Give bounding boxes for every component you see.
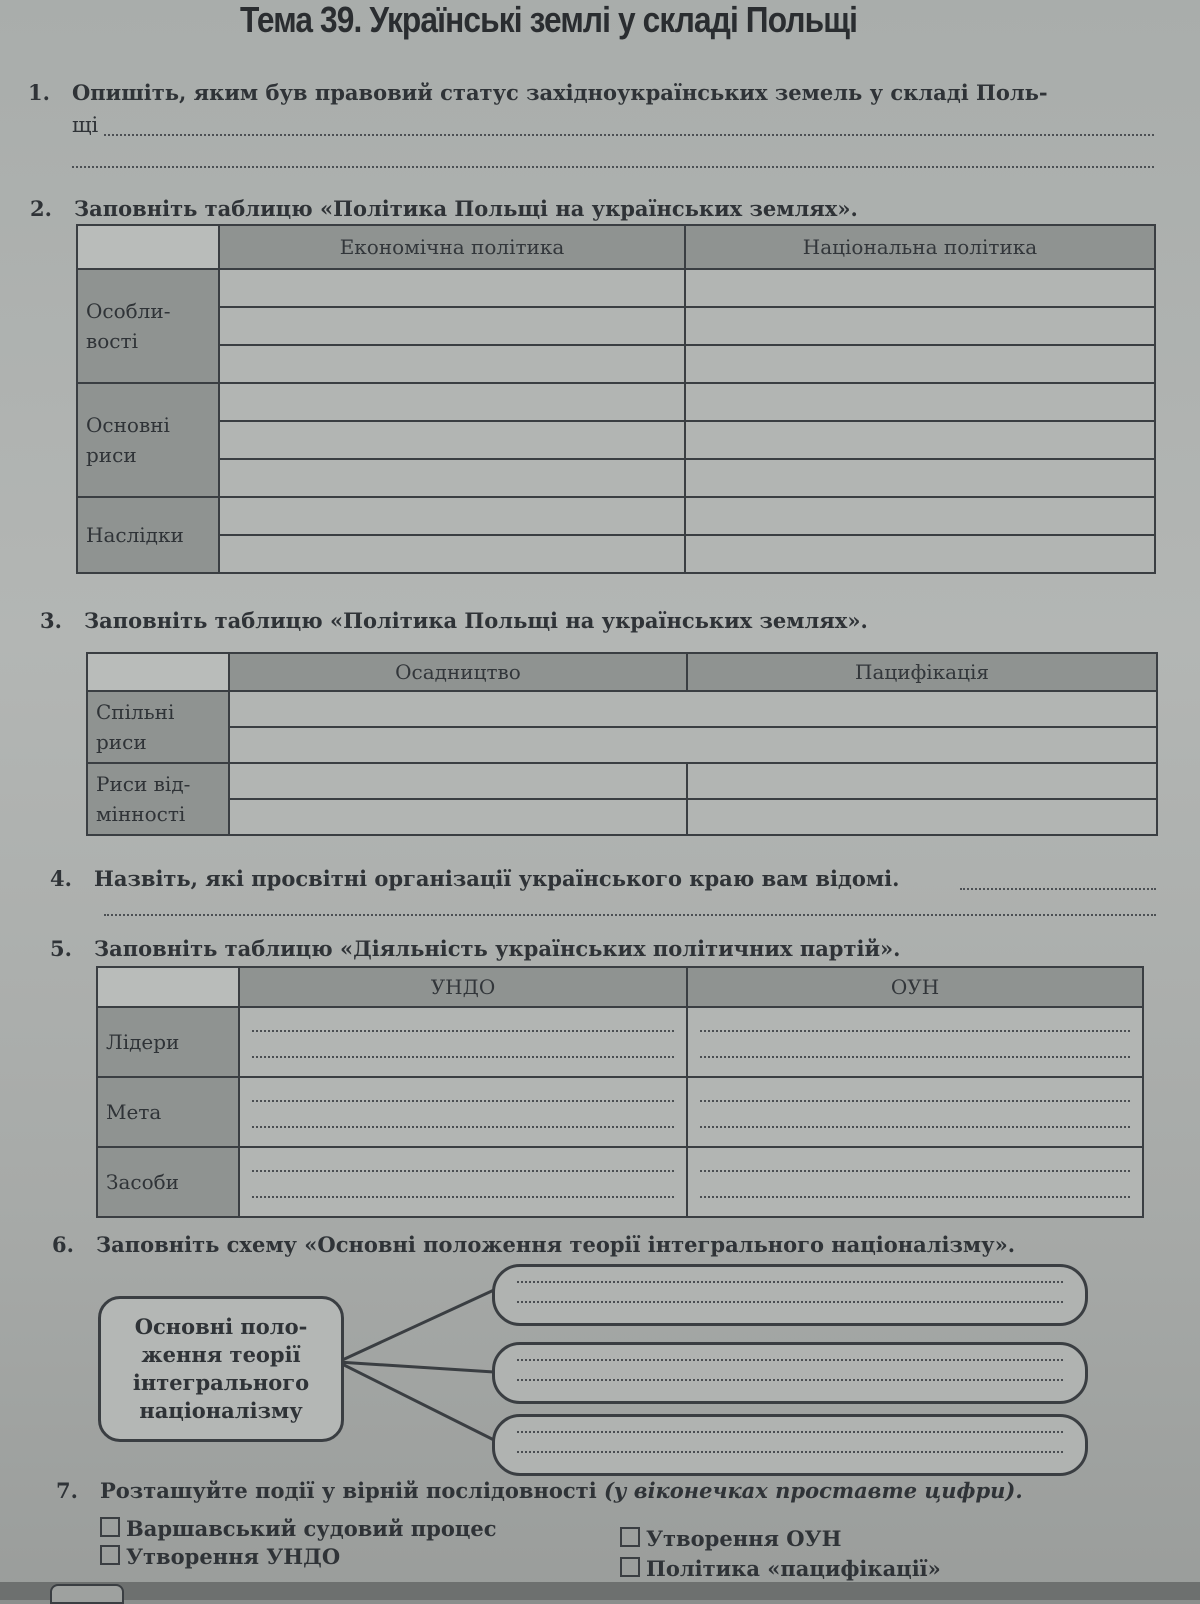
column-header: Пацифікація — [687, 653, 1157, 691]
checkbox-icon[interactable] — [620, 1557, 640, 1577]
task-5-text: Заповніть таблицю «Діяльність українських політичних партій». — [94, 936, 901, 961]
row-header: Наслідки — [77, 497, 219, 573]
scheme-answer-slot[interactable] — [492, 1264, 1088, 1326]
row-header: Засоби — [97, 1147, 239, 1217]
task-2-number: 2. — [30, 196, 52, 221]
task-4-number: 4. — [50, 866, 72, 891]
row-header: Риси від- мінності — [87, 763, 229, 835]
task-2-text: Заповніть таблицю «Політика Польщі на українських землях». — [74, 196, 858, 221]
column-header: Осадництво — [229, 653, 687, 691]
checkbox-icon[interactable] — [620, 1527, 640, 1547]
task-7-hint: (у віконечках проставте цифри). — [603, 1478, 1023, 1503]
row-header: Спільні риси — [87, 691, 229, 763]
row-header: Лідери — [97, 1007, 239, 1077]
task-5-number: 5. — [50, 936, 72, 961]
task-7-number: 7. — [56, 1478, 78, 1503]
row-header: Особли- вості — [77, 269, 219, 383]
row-header: Основні риси — [77, 383, 219, 497]
task-1-continuation: щі — [72, 113, 99, 137]
task-7-text: Розташуйте події у вірній послідовності — [100, 1478, 597, 1503]
row-header: Мета — [97, 1077, 239, 1147]
scheme-center-label: Основні поло- ження теорії інтегрального націоналізму — [132, 1314, 310, 1423]
scheme-answer-slot[interactable] — [492, 1342, 1088, 1404]
column-header: ОУН — [687, 967, 1143, 1007]
task-4-text: Назвіть, які просвітні організації українського краю вам відомі. — [94, 866, 900, 891]
task-1-number: 1. — [28, 80, 50, 105]
page-title: Тема 39. Українські землі у складі Польщі — [240, 0, 858, 40]
task-6-number: 6. — [52, 1232, 74, 1257]
scheme-answer-slot[interactable] — [492, 1414, 1088, 1476]
task-7-prompt — [56, 1478, 1023, 1504]
checkbox-icon[interactable] — [100, 1517, 120, 1537]
event-item[interactable] — [620, 1556, 941, 1581]
event-label: Утворення ОУН — [646, 1526, 842, 1551]
task-6-text: Заповніть схему «Основні положення теорії інтегрального націоналізму». — [96, 1232, 1016, 1257]
column-header: Національна політика — [685, 225, 1155, 269]
event-label: Варшавський судовий процес — [126, 1516, 497, 1541]
column-header: УНДО — [239, 967, 687, 1007]
task-3-text: Заповніть таблицю «Політика Польщі на українських землях». — [84, 608, 868, 633]
column-header: Економічна політика — [219, 225, 685, 269]
scheme-center-box — [98, 1296, 344, 1442]
event-item[interactable] — [100, 1544, 340, 1569]
event-item[interactable] — [100, 1516, 496, 1541]
event-item[interactable] — [620, 1526, 841, 1551]
page-number-tab — [50, 1584, 124, 1604]
event-label: Утворення УНДО — [126, 1544, 341, 1569]
checkbox-icon[interactable] — [100, 1545, 120, 1565]
task-3-number: 3. — [40, 608, 62, 633]
event-label: Політика «пацифікації» — [646, 1556, 941, 1581]
task-1-text: Опишіть, яким був правовий статус західноукраїнських земель у складі Поль- — [72, 80, 1048, 105]
page-footer-bar — [0, 1582, 1200, 1600]
